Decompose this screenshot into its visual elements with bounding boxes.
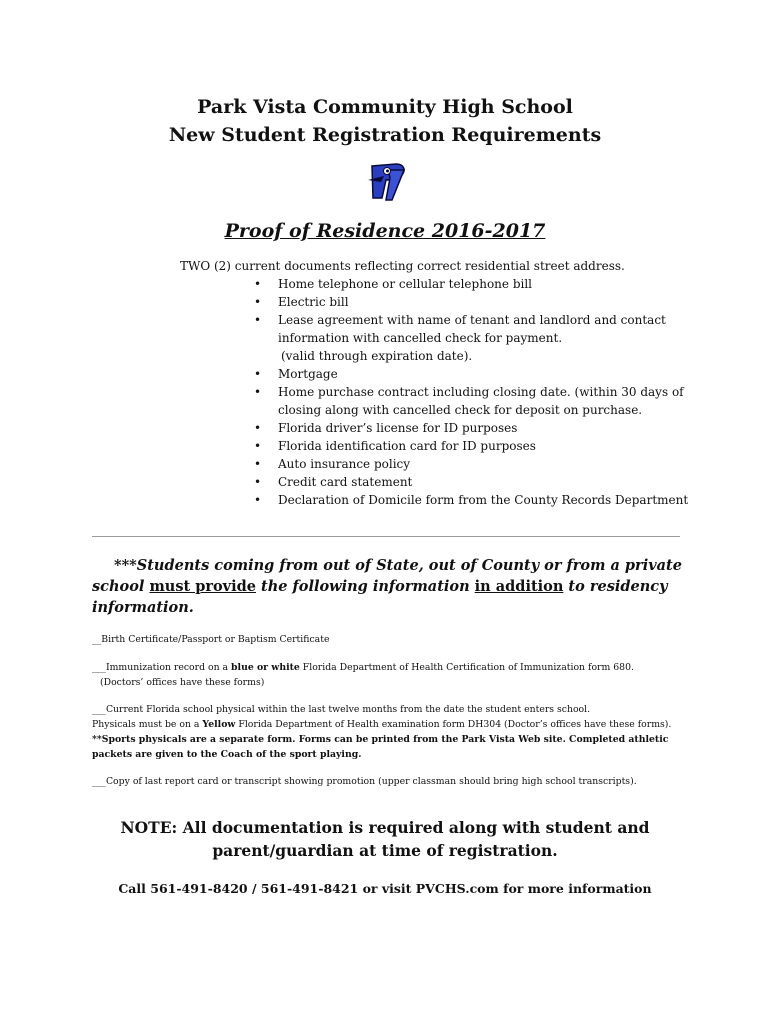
sports-physical-note: **Sports physicals are a separate form. Forms can be printed from the Park Vista Web site. Completed athletic [92,734,669,745]
list-item: • Florida identification card for ID purposes [254,439,536,453]
school-title: Park Vista Community High School [197,96,573,118]
report-card-requirement: ___Copy of last report card or transcript showing promotion (upper classman should bring high school transcripts). [92,776,637,787]
must-provide-emphasis: must provide [149,578,256,595]
immunization-requirement: ___Immunization record on a blue or white Florida Department of Health Certification of Immunization form 680. (Doctors’ offices have these forms) [92,662,634,688]
out-of-state-line-1: ***Students coming from out of State, out of County or from a private [114,557,682,574]
list-item: • Home telephone or cellular telephone bill [254,277,533,291]
residence-document-list [250,275,700,509]
blue-or-white-emphasis: blue or white [231,662,300,673]
page-subtitle: New Student Registration Requirements [168,124,602,146]
school-logo [366,160,410,202]
logo-emblem [368,164,404,200]
bullet-icon: • [254,493,262,507]
bullet-icon: • [254,277,262,291]
list-item-continuation: closing along with cancelled check for deposit on purchase. [278,403,643,417]
list-item: • Electric bill [254,295,349,309]
birth-certificate-requirement: __Birth Certificate/Passport or Baptism Certificate [92,634,330,645]
proof-of-residence-heading: Proof of Residence 2016-2017 [224,220,546,242]
bullet-icon: • [254,385,262,399]
bullet-icon: • [254,421,262,435]
residence-intro: TWO (2) current documents reflecting correct residential street address. [180,259,625,273]
bullet-icon: • [254,457,262,471]
bullet-icon: • [254,295,262,309]
out-of-state-line-3: information. [92,599,194,616]
bullet-icon: • [254,439,262,453]
documentation-note: NOTE: All documentation is required along with student and parent/guardian at time of registration. [120,818,650,860]
list-item-continuation: (valid through expiration date). [281,349,473,363]
bullet-icon: • [254,367,262,381]
list-item: • Home purchase contract including closing date. (within 30 days of [254,385,684,399]
out-of-state-notice: ***Students coming from out of State, out of County or from a private school must provide the following information in addition to residency information. [92,555,692,618]
list-item: • Declaration of Domicile form from the County Records Department [254,493,689,507]
list-item: • Lease agreement with name of tenant and landlord and contact [254,313,666,327]
bullet-icon: • [254,313,262,327]
yellow-emphasis: Yellow [202,719,236,730]
contact-line: Call 561-491-8420 / 561-491-8421 or visit PVCHS.com for more information [118,881,652,896]
in-addition-emphasis: in addition [474,578,564,595]
bullet-icon: • [254,475,262,489]
list-item: • Credit card statement [254,475,413,489]
list-item: • Mortgage [254,367,338,381]
physical-requirement: ___Current Florida school physical within the last twelve months from the date the student enters school. Physicals must be on a Yellow Florida Department of Health examination form DH304 (Doctor’s offices have these forms). **Sports physicals are a separate form. Forms can be printed from the Park Vista Web site. Completed athletic packets are given to the Coach of the sport playing. [92,702,692,762]
list-item: • Florida driver’s license for ID purposes [254,421,518,435]
list-item: • Auto insurance policy [254,457,411,471]
list-item-continuation: information with cancelled check for payment. [278,331,563,345]
section-divider [92,536,680,537]
